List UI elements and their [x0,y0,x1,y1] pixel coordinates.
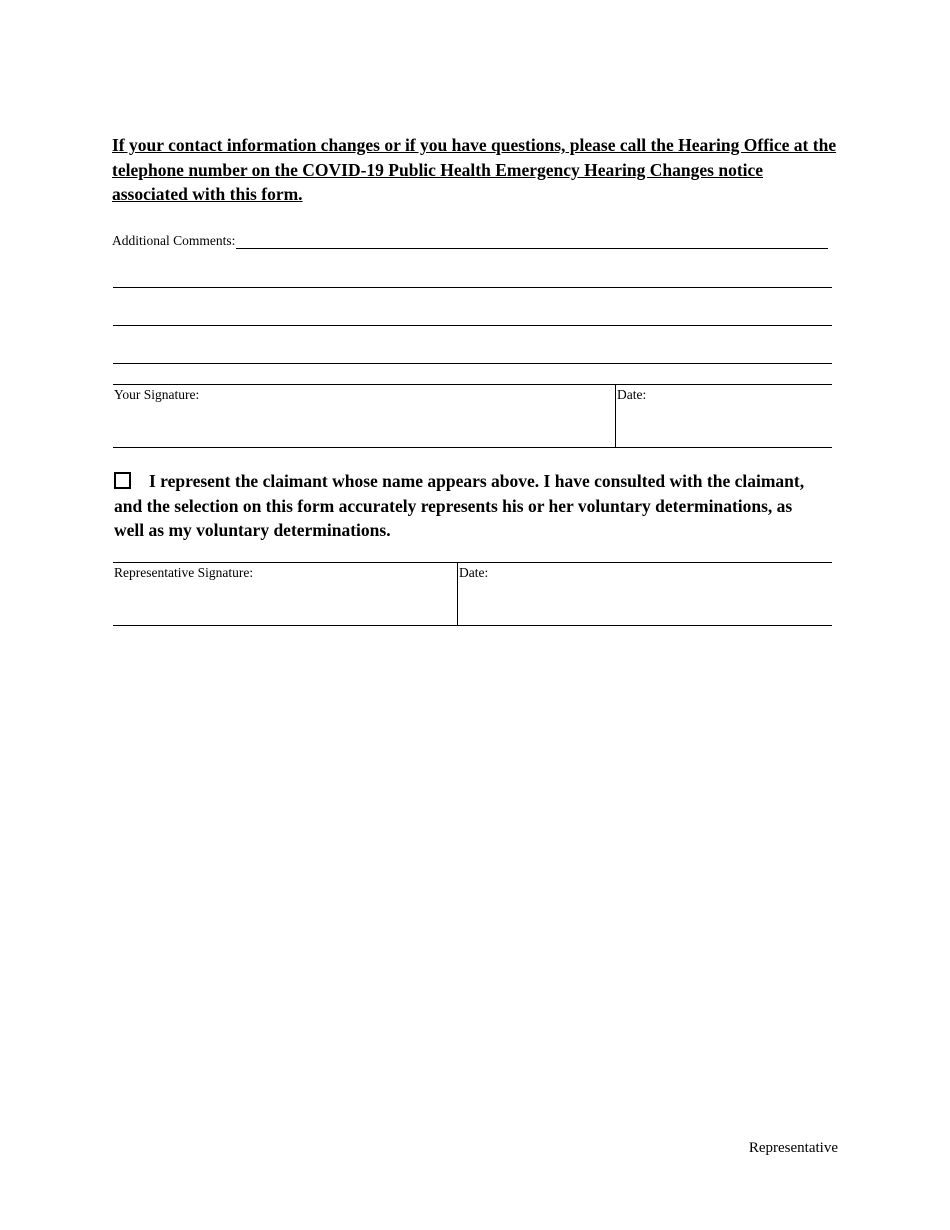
additional-comments-label: Additional Comments: [112,233,236,248]
representative-checkbox[interactable] [114,472,131,489]
claimant-signature-box [113,384,832,448]
additional-comments-line-2[interactable] [113,287,832,288]
representative-signature-field[interactable] [113,563,457,625]
claimant-date-field[interactable] [615,385,832,447]
page-footer-label: Representative [748,1140,838,1156]
claimant-date-label: Date: [617,387,647,402]
additional-comments-line-3[interactable] [113,325,832,326]
claimant-signature-label: Your Signature: [114,387,200,402]
representative-date-label: Date: [459,565,489,580]
attestation-text: I represent the claimant whose name appears above. I have consulted with the claimant, and the selection on this form accurately represents his or her voluntary determinations, as well as my voluntary determinations. [114,471,805,540]
claimant-signature-field[interactable] [113,385,615,447]
additional-comments-line-4[interactable] [113,363,832,364]
representative-signature-box [113,562,832,626]
representative-attestation [114,469,814,543]
contact-notice: If your contact information changes or if you have questions, please call the Hearing Office at the telephone number on the COVID-19 Public Health Emergency Hearing Changes notice associated with this form. [112,135,837,204]
representative-date-field[interactable] [457,563,832,625]
additional-comments-row [112,231,828,249]
additional-comments-line-1[interactable] [236,234,828,249]
representative-signature-label: Representative Signature: [114,565,254,580]
